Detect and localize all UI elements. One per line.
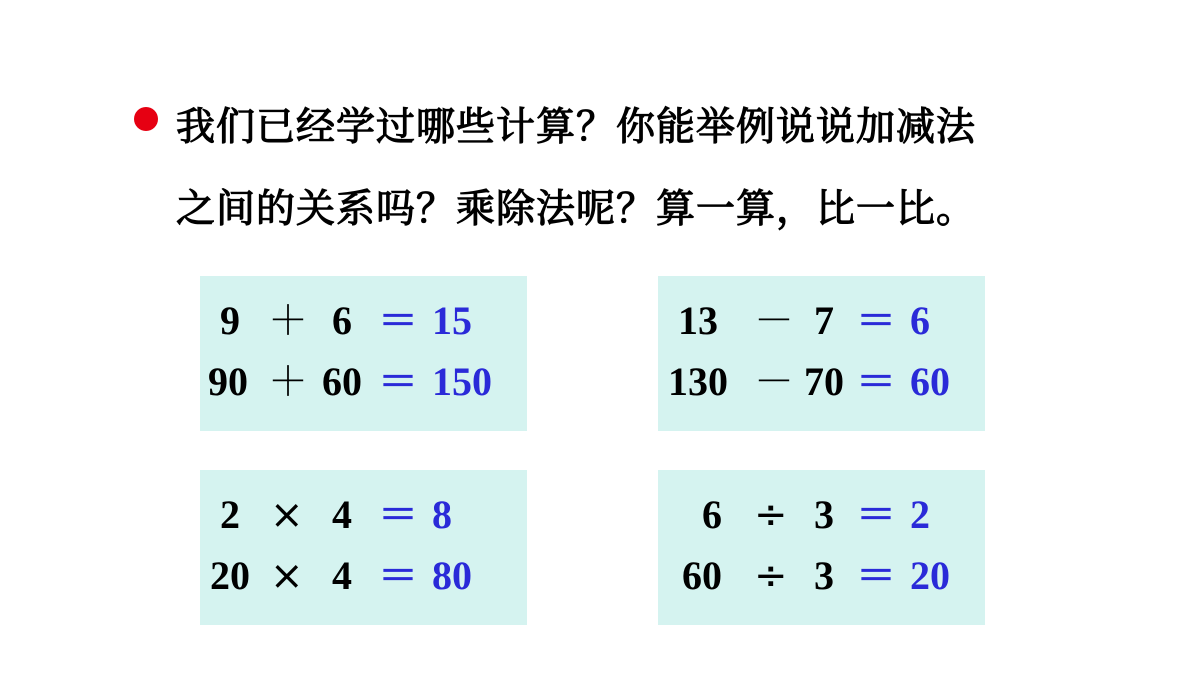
minus-operator: － xyxy=(754,359,794,405)
result: 20 xyxy=(910,553,950,598)
equals-sign: ＝ xyxy=(856,298,896,344)
times-operator: × xyxy=(270,492,304,538)
operand-a: 2 xyxy=(220,492,240,537)
operand-a: 60 xyxy=(682,553,722,598)
equation-row xyxy=(200,296,527,346)
equals-sign: ＝ xyxy=(856,492,896,538)
divide-operator: ÷ xyxy=(754,553,788,599)
result: 150 xyxy=(432,359,492,404)
equation-row xyxy=(200,490,527,540)
result: 8 xyxy=(432,492,452,537)
plus-operator: ＋ xyxy=(268,359,308,405)
result: 80 xyxy=(432,553,472,598)
operand-b: 70 xyxy=(804,359,844,404)
plus-operator: ＋ xyxy=(268,298,308,344)
operand-a: 6 xyxy=(702,492,722,537)
bullet-dot-icon xyxy=(134,107,158,131)
operand-b: 4 xyxy=(332,492,352,537)
equals-sign: ＝ xyxy=(856,553,896,599)
equation-row xyxy=(200,551,527,601)
operand-b: 6 xyxy=(332,298,352,343)
operand-b: 3 xyxy=(814,553,834,598)
division-box xyxy=(658,470,985,625)
operand-a: 9 xyxy=(220,298,240,343)
subtraction-box xyxy=(658,276,985,431)
equals-sign: ＝ xyxy=(378,359,418,405)
operand-b: 3 xyxy=(814,492,834,537)
operand-a: 130 xyxy=(668,359,728,404)
equals-sign: ＝ xyxy=(378,298,418,344)
operand-a: 90 xyxy=(208,359,248,404)
result: 2 xyxy=(910,492,930,537)
question-line-1: 我们已经学过哪些计算？你能举例说说加减法 xyxy=(176,105,977,150)
operand-b: 7 xyxy=(814,298,834,343)
result: 15 xyxy=(432,298,472,343)
equals-sign: ＝ xyxy=(378,553,418,599)
equation-row xyxy=(658,357,985,407)
operand-a: 20 xyxy=(210,553,250,598)
times-operator: × xyxy=(270,553,304,599)
result: 60 xyxy=(910,359,950,404)
operand-b: 4 xyxy=(332,553,352,598)
equation-row xyxy=(658,551,985,601)
minus-operator: － xyxy=(754,298,794,344)
result: 6 xyxy=(910,298,930,343)
equation-row xyxy=(658,490,985,540)
operand-a: 13 xyxy=(678,298,718,343)
operand-b: 60 xyxy=(322,359,362,404)
question-line-2: 之间的关系吗？乘除法呢？算一算，比一比。 xyxy=(176,187,977,232)
divide-operator: ÷ xyxy=(754,492,788,538)
multiplication-box xyxy=(200,470,527,625)
equals-sign: ＝ xyxy=(378,492,418,538)
addition-box xyxy=(200,276,527,431)
equation-row xyxy=(658,296,985,346)
equation-row xyxy=(200,357,527,407)
equals-sign: ＝ xyxy=(856,359,896,405)
